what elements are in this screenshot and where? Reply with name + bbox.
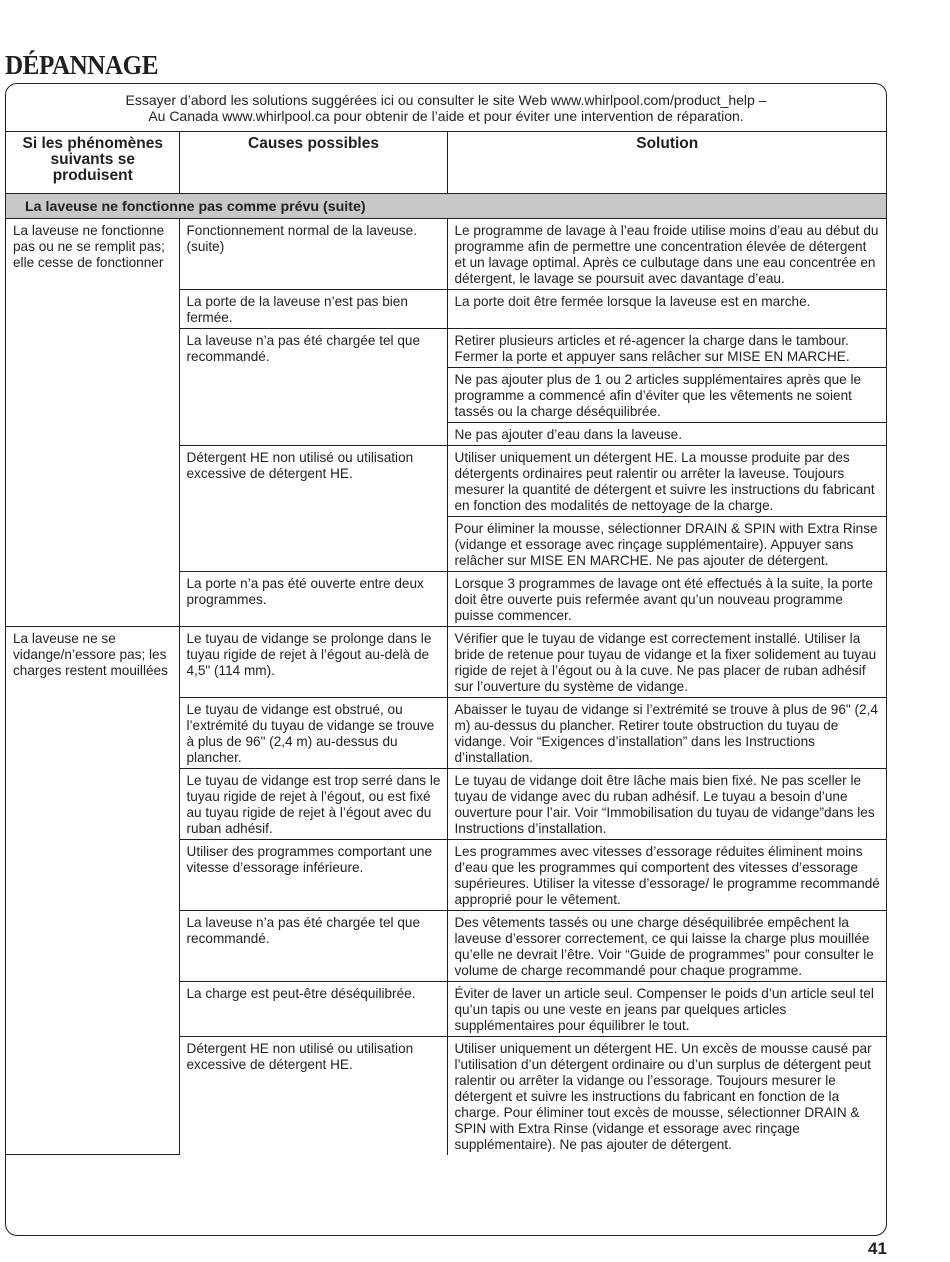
table-header-row xyxy=(6,132,886,193)
solution-cell: Le programme de lavage à l’eau froide utilise moins d’eau au début du programme afin de permettre une concentration élevée de détergent et un lavage optimal. Après ce culbutage dans une eau concentrée en détergent, le lavage se poursuit avec davantage d’eau. xyxy=(447,218,886,289)
solution-cell: Éviter de laver un article seul. Compenser le poids d’un article seul tel qu’un tapis ou une veste en jeans par quelques articles supplémentaires pour équilibrer le tout. xyxy=(447,981,886,1036)
page-title: DÉPANNAGE xyxy=(5,50,158,80)
section-title: La laveuse ne fonctionne pas comme prévu (suite) xyxy=(6,193,886,218)
solution-cell: Ne pas ajouter d’eau dans la laveuse. xyxy=(447,422,886,445)
cause-cell: Fonctionnement normal de la laveuse. (suite) xyxy=(179,218,447,289)
cause-cell: La porte n’a pas été ouverte entre deux programmes. xyxy=(179,571,447,626)
header-causes: Causes possibles xyxy=(179,132,447,193)
solution-cell: Utiliser uniquement un détergent HE. Un excès de mousse causé par l’utilisation d’un détergent ordinaire ou d’un surplus de détergent peut ralentir ou arrêter la vidange ou l’essorage. Toujours mesurer le détergent et suivre les instructions du fabricant en fonction de la charge. Pour éliminer tout excès de mousse, sélectionner DRAIN & SPIN with Extra Rinse (vidange et essorage avec rinçage supplémentaire). Ne pas ajouter de détergent. xyxy=(447,1036,886,1155)
solution-cell: Retirer plusieurs articles et ré-agencer la charge dans le tambour. Fermer la porte et appuyer sans relâcher sur MISE EN MARCHE. xyxy=(447,328,886,367)
solution-cell: Vérifier que le tuyau de vidange est correctement installé. Utiliser la bride de retenue pour tuyau de vidange et la fixer solidement au tuyau rigide de rejet à l’égout ou à la cuve. Ne pas placer de ruban adhésif sur l’ouverture du système de vidange. xyxy=(447,626,886,697)
cause-cell: La laveuse n’a pas été chargée tel que recommandé. xyxy=(179,910,447,981)
section-row xyxy=(6,193,886,218)
symptom-cell: La laveuse ne se vidange/n’essore pas; les charges restent mouillées xyxy=(6,626,179,1155)
troubleshooting-table xyxy=(6,132,886,1155)
solution-cell: Lorsque 3 programmes de lavage ont été effectués à la suite, la porte doit être ouverte puis refermée avant qu’un nouveau programme puisse commencer. xyxy=(447,571,886,626)
solution-cell: Ne pas ajouter plus de 1 ou 2 articles supplémentaires après que le programme a commencé afin d’éviter que les vêtements ne soient tassés ou la charge déséquilibrée. xyxy=(447,367,886,422)
solution-cell: Les programmes avec vitesses d’essorage réduites éliminent moins d’eau que les programmes qui comportent des vitesses d’essorage supérieures. Utiliser la vitesse d’essorage/ le programme recommandé approprié pour le vêtement. xyxy=(447,839,886,910)
cause-cell: La charge est peut-être déséquilibrée. xyxy=(179,981,447,1036)
solution-cell: Le tuyau de vidange doit être lâche mais bien fixé. Ne pas sceller le tuyau de vidange avec du ruban adhésif. Le tuyau a besoin d’une ouverture pour l’air. Voir “Immobilisation du tuyau de vidange”dans les Instructions d’installation. xyxy=(447,768,886,839)
table-row xyxy=(6,218,886,289)
troubleshooting-frame xyxy=(5,83,887,1236)
intro-line-2: Au Canada www.whirlpool.ca pour obtenir de l’aide et pour éviter une intervention de réparation. xyxy=(148,108,744,124)
solution-cell: La porte doit être fermée lorsque la laveuse est en marche. xyxy=(447,289,886,328)
symptom-cell: La laveuse ne fonctionne pas ou ne se remplit pas; elle cesse de fonctionner xyxy=(6,218,179,626)
intro-line-1: Essayer d’abord les solutions suggérées ici ou consulter le site Web www.whirlpool.com/product_help – xyxy=(125,92,767,108)
solution-cell: Des vêtements tassés ou une charge déséquilibrée empêchent la laveuse d’essorer correctement, ce qui laisse la charge plus mouillée qu’elle ne devrait l’être. Voir “Guide de programmes” pour consulter le volume de charge recommandé pour chaque programme. xyxy=(447,910,886,981)
cause-cell: La porte de la laveuse n’est pas bien fermée. xyxy=(179,289,447,328)
cause-cell: Le tuyau de vidange se prolonge dans le tuyau rigide de rejet à l’égout au-delà de 4,5" (114 mm). xyxy=(179,626,447,697)
cause-cell: Détergent HE non utilisé ou utilisation excessive de détergent HE. xyxy=(179,1036,447,1155)
cause-cell: Utiliser des programmes comportant une vitesse d’essorage inférieure. xyxy=(179,839,447,910)
page-number: 41 xyxy=(868,1239,887,1258)
solution-cell: Abaisser le tuyau de vidange si l’extrémité se trouve à plus de 96" (2,4 m) au-dessus du plancher. Retirer toute obstruction du tuyau de vidange. Voir “Exigences d’installation” dans les Instructions d’installation. xyxy=(447,697,886,768)
header-solution: Solution xyxy=(447,132,886,193)
table-row xyxy=(6,626,886,697)
cause-cell: Détergent HE non utilisé ou utilisation excessive de détergent HE. xyxy=(179,445,447,571)
cause-cell: La laveuse n’a pas été chargée tel que recommandé. xyxy=(179,328,447,445)
header-symptom: Si les phénomènes suivants se produisent xyxy=(6,132,179,193)
solution-cell: Utiliser uniquement un détergent HE. La mousse produite par des détergents ordinaires peut ralentir ou arrêter la laveuse. Toujours mesurer la quantité de détergent et suivre les instructions du fabricant en fonction des modalités de nettoyage de la charge. xyxy=(447,445,886,516)
solution-cell: Pour éliminer la mousse, sélectionner DRAIN & SPIN with Extra Rinse (vidange et essorage avec rinçage supplémentaire). Appuyer sans relâcher sur MISE EN MARCHE. Ne pas ajouter de détergent. xyxy=(447,516,886,571)
cause-cell: Le tuyau de vidange est obstrué, ou l’extrémité du tuyau de vidange se trouve à plus de 96" (2,4 m) au-dessus du plancher. xyxy=(179,697,447,768)
cause-cell: Le tuyau de vidange est trop serré dans le tuyau rigide de rejet à l’égout, ou est fixé au tuyau rigide de rejet à l’égout avec du ruban adhésif. xyxy=(179,768,447,839)
intro-notice xyxy=(6,84,886,132)
